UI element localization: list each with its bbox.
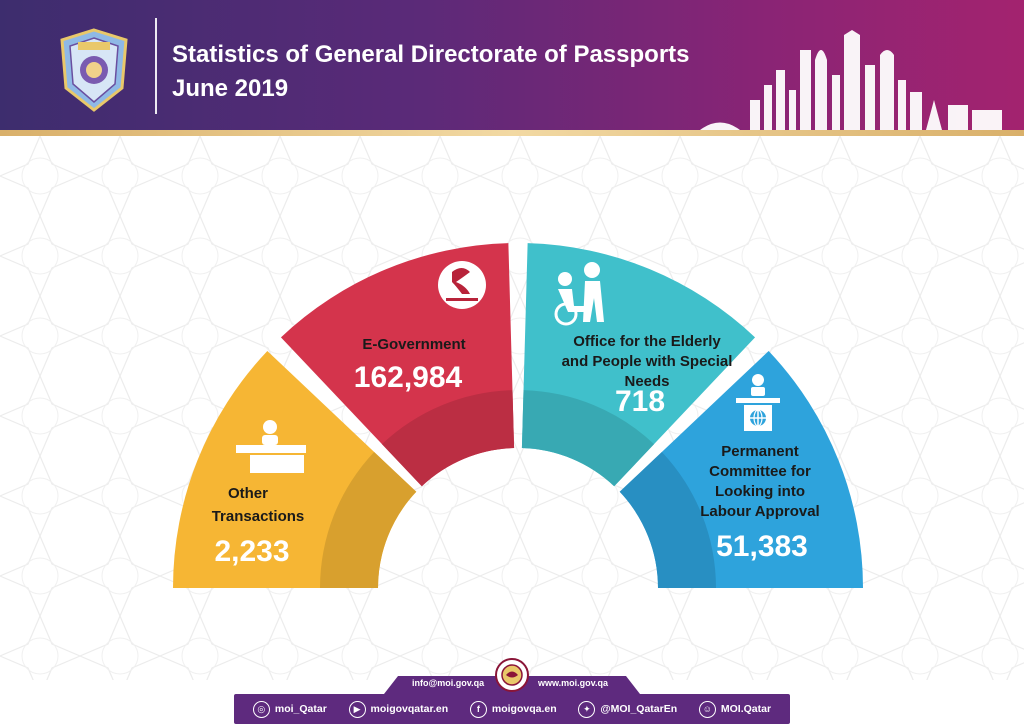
hukoomi-logo-icon <box>438 261 486 309</box>
slice-label: Committee for <box>709 463 811 480</box>
social-handle: moi_Qatar <box>274 703 327 715</box>
slice-value-label: 2,233 <box>214 535 290 568</box>
moi-qatar-emblem-icon <box>58 28 130 112</box>
slice-label: Needs <box>624 373 670 390</box>
social-link-1[interactable] <box>349 701 449 718</box>
social-link-4[interactable] <box>699 701 771 718</box>
qatar-seal-icon <box>495 658 529 692</box>
doha-skyline-icon <box>690 30 1024 130</box>
header-divider <box>155 18 157 114</box>
snapchat-icon: ☺ <box>699 701 716 718</box>
social-link-0[interactable] <box>253 701 327 718</box>
social-footer-bar <box>234 694 790 724</box>
social-link-2[interactable] <box>470 701 557 718</box>
instagram-icon: ◎ <box>253 701 270 718</box>
slice-value-label: 718 <box>614 385 666 418</box>
social-handle: moigovqatar.en <box>370 703 449 715</box>
slice-label: Transactions <box>211 508 305 525</box>
slice-label: E-Government <box>362 336 466 353</box>
page-subtitle: June 2019 <box>172 75 289 102</box>
social-handle: @MOI_QatarEn <box>600 703 678 715</box>
semi-donut-chart <box>0 136 1024 680</box>
twitter-icon: ✦ <box>578 701 595 718</box>
slice-label: Permanent <box>721 443 799 460</box>
slice-value-label: 162,984 <box>353 361 463 394</box>
social-handle: moigovqa.en <box>491 703 557 715</box>
social-link-3[interactable] <box>578 701 677 718</box>
contact-website[interactable]: www.moi.gov.qa <box>538 678 609 688</box>
page-title: Statistics of General Directorate of Passports <box>172 41 690 68</box>
slice-label: Other <box>227 485 269 502</box>
contact-email[interactable]: info@moi.gov.qa <box>412 678 485 688</box>
facebook-icon: f <box>470 701 487 718</box>
slice-label: and People with Special <box>561 353 733 370</box>
header-banner <box>0 0 1024 130</box>
social-handle: MOI.Qatar <box>720 703 772 715</box>
slice-label: Labour Approval <box>700 503 820 520</box>
youtube-icon: ▶ <box>349 701 366 718</box>
slice-label: Looking into <box>715 483 805 500</box>
slice-value-label: 51,383 <box>716 530 808 563</box>
slice-label: Office for the Elderly <box>573 333 721 350</box>
